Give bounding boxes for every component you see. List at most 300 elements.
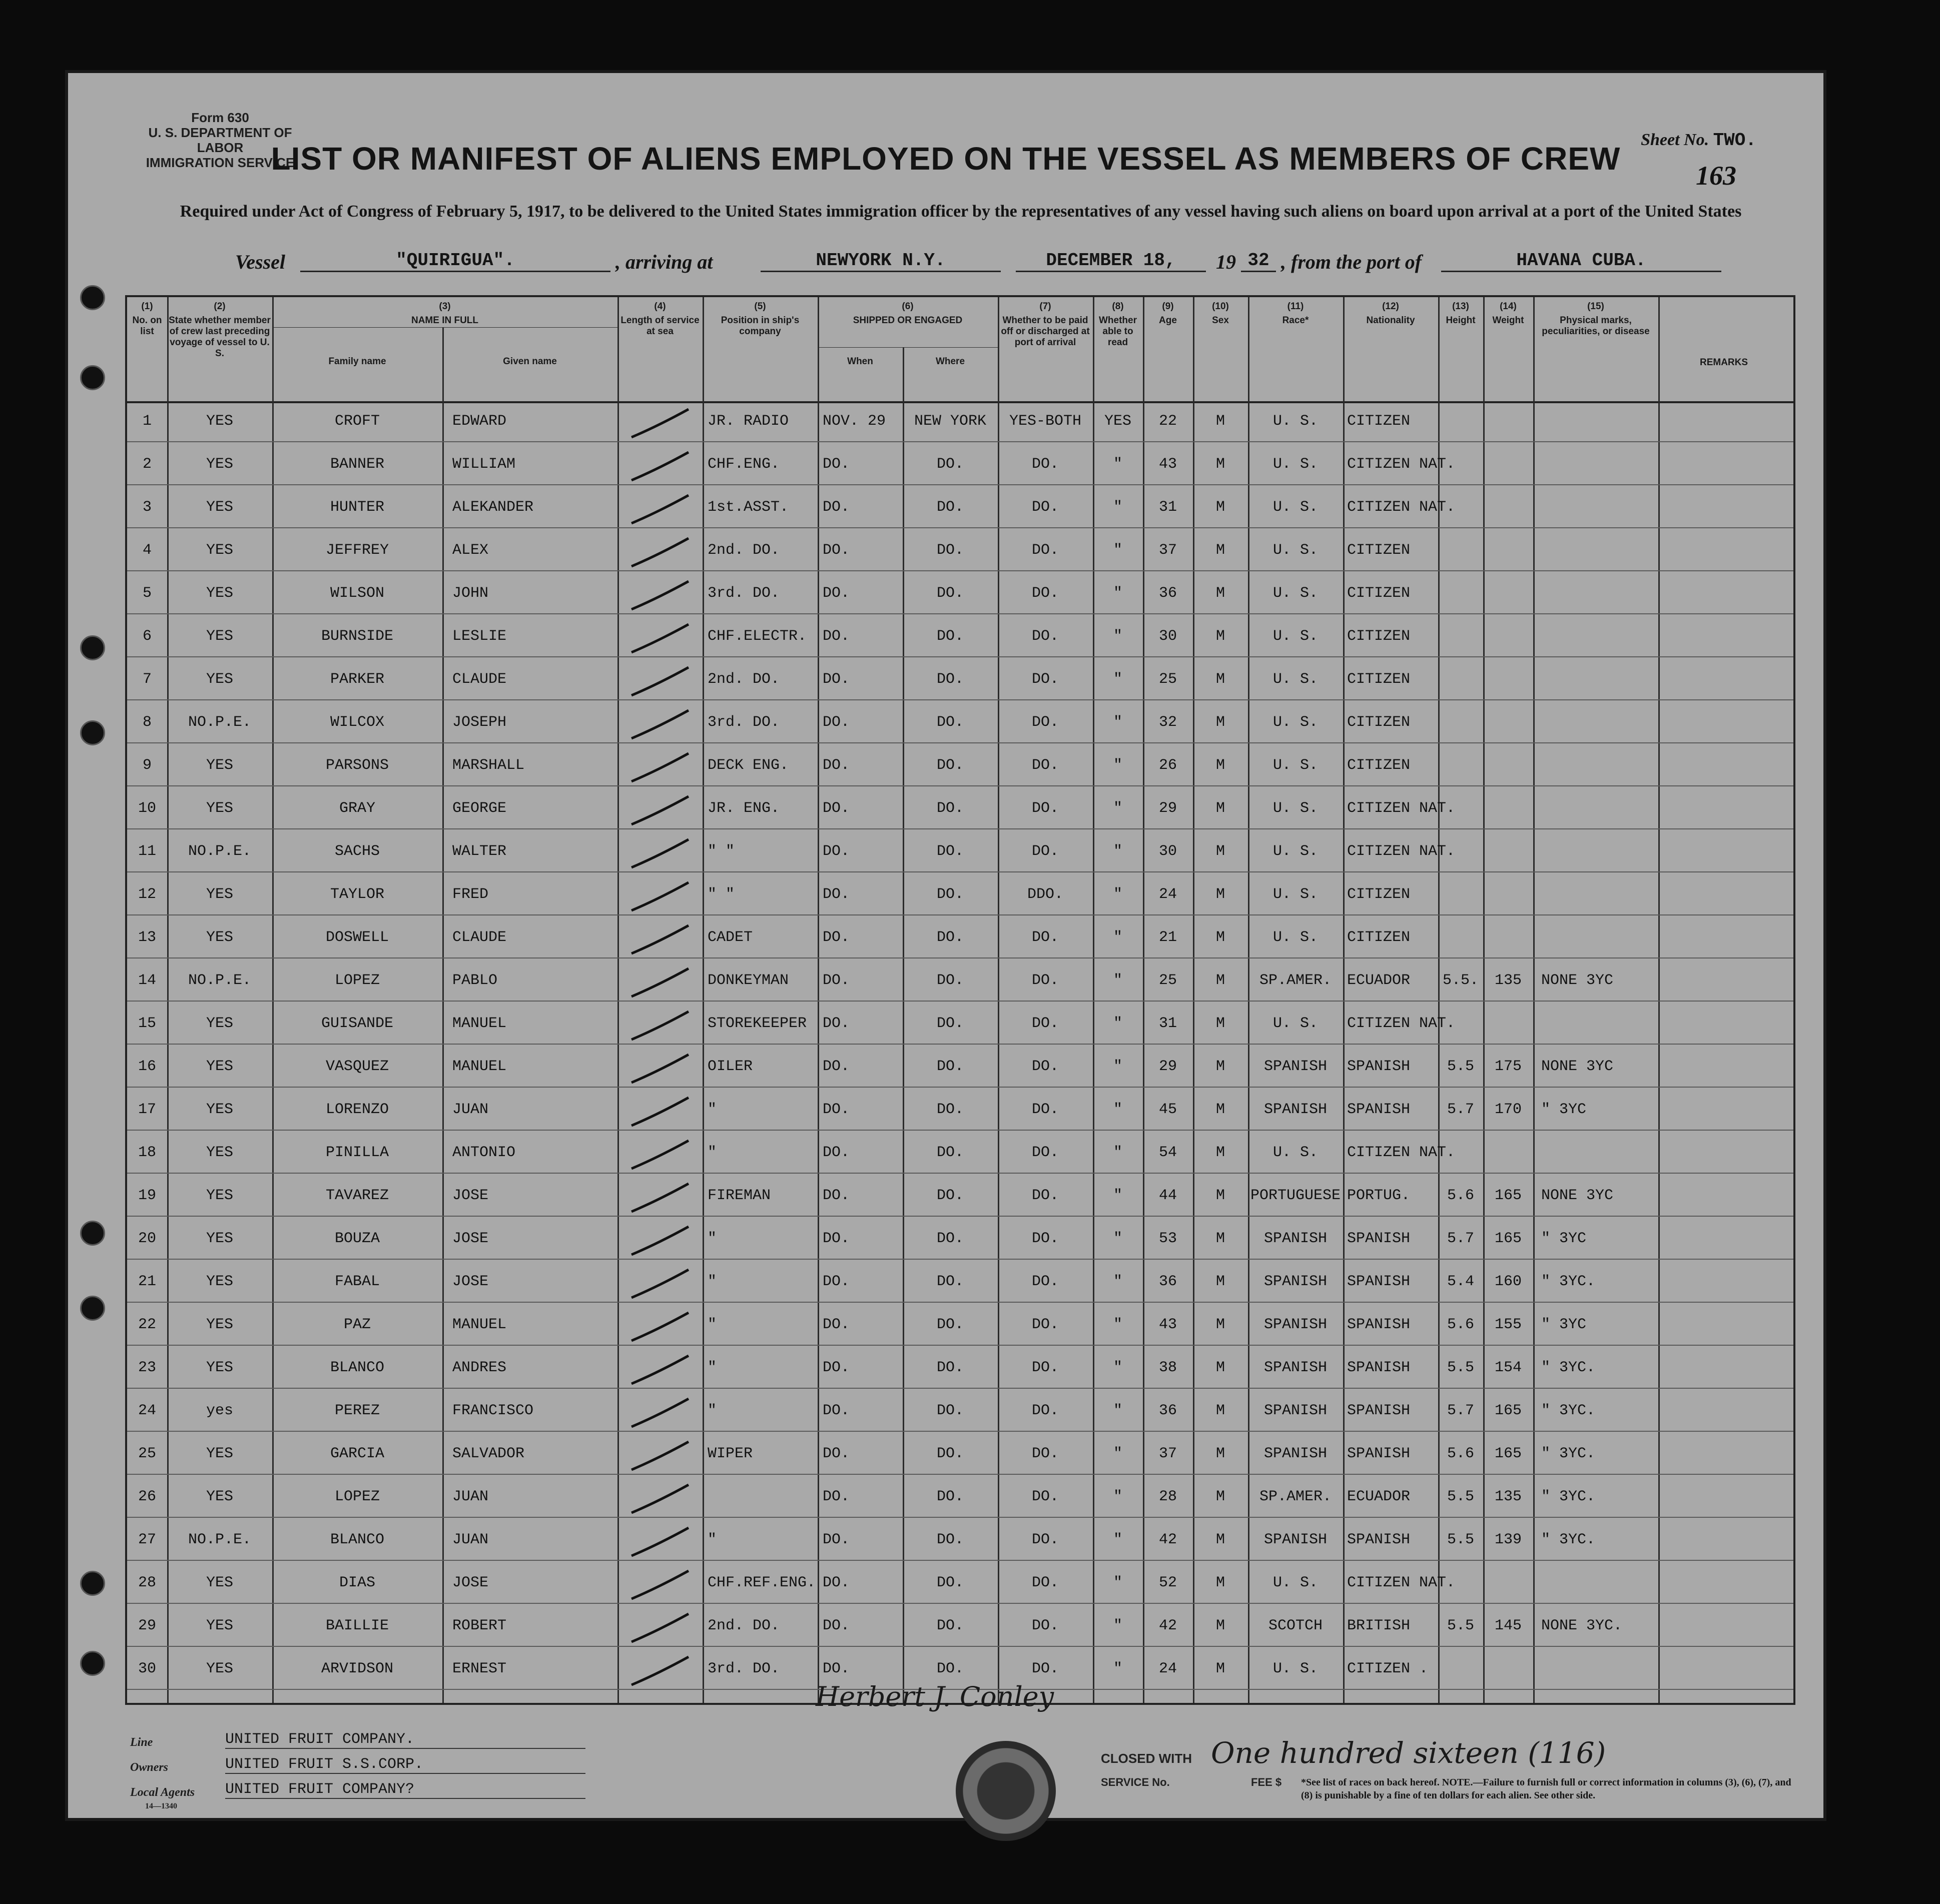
year-prefix: 19	[1216, 251, 1236, 273]
cell-race: U. S.	[1272, 929, 1318, 946]
service-slash-mark	[627, 578, 693, 613]
cell-position: "	[708, 1273, 717, 1290]
cell-marks: " 3YC.	[1541, 1273, 1596, 1290]
cell-no: 15	[138, 1015, 156, 1032]
arrival-year: 32	[1241, 250, 1276, 272]
cell-sex: M	[1215, 1015, 1225, 1032]
cell-marks	[1533, 874, 1658, 914]
cell-state: YES	[206, 1058, 233, 1075]
col-header-race: (11) Race*	[1282, 301, 1309, 326]
cell-height	[1438, 659, 1483, 699]
cell-paid: DO.	[1031, 1273, 1059, 1290]
cell-given: GEORGE	[452, 800, 507, 817]
line-value: UNITED FRUIT COMPANY.	[225, 1731, 585, 1749]
cell-no: 20	[138, 1230, 156, 1247]
cell-position: 2nd. DO.	[708, 1617, 780, 1634]
cell-marks	[1533, 573, 1658, 613]
service-slash-mark	[627, 1009, 693, 1044]
cell-no: 2	[142, 456, 152, 473]
cell-weight: 165	[1494, 1445, 1522, 1462]
binder-hole	[80, 285, 105, 310]
col-header-read: (8) Whether able to read	[1099, 301, 1137, 348]
table-row	[127, 917, 1793, 959]
cell-given: JOSE	[452, 1273, 489, 1290]
cell-read: "	[1113, 585, 1122, 602]
cell-marks	[1533, 788, 1658, 828]
cell-no: 22	[138, 1316, 156, 1333]
table-row	[127, 1176, 1793, 1217]
service-slash-mark	[627, 1267, 693, 1302]
cell-read: "	[1113, 843, 1122, 860]
cell-state: YES	[206, 800, 233, 817]
cell-state: YES	[206, 1144, 233, 1161]
cell-where: DO.	[936, 1015, 964, 1032]
cell-position: CHF.REF.ENG.	[708, 1574, 816, 1591]
cell-no: 7	[142, 671, 152, 688]
cell-read: "	[1113, 1531, 1122, 1548]
cell-family: LORENZO	[325, 1101, 389, 1118]
cell-state: YES	[206, 1617, 233, 1634]
cell-given: ALEKANDER	[452, 499, 534, 516]
cell-nat: ECUADOR	[1347, 972, 1411, 989]
cell-given: PABLO	[452, 972, 498, 989]
cell-read: "	[1113, 1574, 1122, 1591]
col-header-state: (2) State whether member of crew last preceding voyage of vessel to U. S.	[169, 301, 271, 359]
cell-weight	[1483, 874, 1533, 914]
service-slash-mark	[627, 1482, 693, 1517]
cell-given: ANTONIO	[452, 1144, 516, 1161]
cell-when: DO.	[823, 542, 850, 559]
cell-nat: SPANISH	[1347, 1273, 1411, 1290]
binder-hole	[80, 365, 105, 390]
cell-marks	[1533, 530, 1658, 570]
cell-where: DO.	[936, 1402, 964, 1419]
cell-state: YES	[206, 1316, 233, 1333]
cell-where: DO.	[936, 1101, 964, 1118]
cell-race: SPANISH	[1263, 1058, 1328, 1075]
cell-given: CLAUDE	[452, 671, 507, 688]
cell-no: 23	[138, 1359, 156, 1376]
cell-position: FIREMAN	[708, 1187, 771, 1204]
cell-paid: DO.	[1031, 800, 1059, 817]
service-slash-mark	[627, 1396, 693, 1431]
cell-sex: M	[1215, 1488, 1225, 1505]
cell-position: 3rd. DO.	[708, 1660, 780, 1677]
cell-state: YES	[206, 671, 233, 688]
cell-marks	[1533, 616, 1658, 656]
cell-age: 24	[1158, 886, 1177, 903]
cell-height: 5.7	[1447, 1402, 1474, 1419]
table-row	[127, 831, 1793, 872]
cell-no: 13	[138, 929, 156, 946]
cell-read: "	[1113, 800, 1122, 817]
cell-position: JR. RADIO	[708, 413, 789, 430]
cell-sex: M	[1215, 1187, 1225, 1204]
col-header-family-name: Family name	[328, 356, 386, 367]
arrival-date: DECEMBER 18,	[1016, 250, 1206, 272]
cell-nat: CITIZEN NAT.	[1347, 499, 1456, 516]
table-row	[127, 401, 1793, 442]
cell-read: "	[1113, 1402, 1122, 1419]
cell-weight: 165	[1494, 1230, 1522, 1247]
cell-age: 54	[1158, 1144, 1177, 1161]
cell-nat: ECUADOR	[1347, 1488, 1411, 1505]
table-row	[127, 745, 1793, 786]
cell-family: PINILLA	[325, 1144, 389, 1161]
cell-given: EDWARD	[452, 413, 507, 430]
cell-sex: M	[1215, 1316, 1225, 1333]
cell-read: "	[1113, 714, 1122, 731]
cell-read: "	[1113, 671, 1122, 688]
table-row	[127, 1606, 1793, 1647]
cell-where: DO.	[936, 1058, 964, 1075]
cell-position: "	[708, 1316, 717, 1333]
cell-when: DO.	[823, 1058, 850, 1075]
cell-when: DO.	[823, 929, 850, 946]
cell-nat: CITIZEN	[1347, 585, 1411, 602]
col-header-weight: (14) Weight	[1492, 301, 1524, 326]
binder-hole	[80, 720, 105, 745]
cell-nat: PORTUG.	[1347, 1187, 1411, 1204]
cell-given: JOSE	[452, 1187, 489, 1204]
cell-nat: CITIZEN NAT.	[1347, 843, 1456, 860]
manifest-sheet	[65, 70, 1826, 1821]
cell-sex: M	[1215, 1574, 1225, 1591]
line-label: Line	[130, 1736, 153, 1749]
cell-position: 2nd. DO.	[708, 542, 780, 559]
cell-height: 5.5	[1447, 1617, 1474, 1634]
cell-race: U. S.	[1272, 714, 1318, 731]
cell-state: YES	[206, 628, 233, 645]
cell-marks	[1533, 1563, 1658, 1603]
cell-state: YES	[206, 1101, 233, 1118]
cell-age: 42	[1158, 1531, 1177, 1548]
cell-read: "	[1113, 628, 1122, 645]
arriving-at-value: NEWYORK N.Y.	[761, 250, 1001, 272]
cell-where: DO.	[936, 542, 964, 559]
cell-age: 44	[1158, 1187, 1177, 1204]
cell-paid: DO.	[1031, 1488, 1059, 1505]
cell-given: MANUEL	[452, 1316, 507, 1333]
owners-label: Owners	[130, 1761, 169, 1774]
cell-no: 18	[138, 1144, 156, 1161]
cell-given: FRANCISCO	[452, 1402, 534, 1419]
sheet-label: Sheet No.	[1641, 131, 1709, 149]
cell-race: SPANISH	[1263, 1445, 1328, 1462]
cell-height	[1438, 401, 1483, 441]
table-row	[127, 961, 1793, 1002]
cell-given: ROBERT	[452, 1617, 507, 1634]
cell-no: 16	[138, 1058, 156, 1075]
cell-marks	[1533, 917, 1658, 958]
page-subtitle: Required under Act of Congress of February 5, 1917, to be delivered to the United States immigration officer by the representatives of any vessel having such aliens on board upon arrival at a port of the United States	[180, 202, 1742, 221]
cell-no: 11	[138, 843, 156, 860]
cell-when: DO.	[823, 1316, 850, 1333]
cell-nat: SPANISH	[1347, 1101, 1411, 1118]
cell-where: NEW YORK	[914, 413, 987, 430]
col-header-remarks: REMARKS	[1699, 357, 1748, 368]
cell-state: NO.P.E.	[188, 714, 252, 731]
cell-age: 32	[1158, 714, 1177, 731]
cell-weight	[1483, 530, 1533, 570]
cell-read: "	[1113, 886, 1122, 903]
cell-sex: M	[1215, 413, 1225, 430]
cell-nat: SPANISH	[1347, 1230, 1411, 1247]
cell-marks: " 3YC.	[1541, 1445, 1596, 1462]
service-slash-mark	[627, 492, 693, 527]
cell-paid: DO.	[1031, 1316, 1059, 1333]
cell-given: LESLIE	[452, 628, 507, 645]
cell-height: 5.5	[1447, 1058, 1474, 1075]
cell-sex: M	[1215, 714, 1225, 731]
cell-age: 25	[1158, 671, 1177, 688]
cell-height: 5.4	[1447, 1273, 1474, 1290]
cell-given: CLAUDE	[452, 929, 507, 946]
cell-paid: DO.	[1031, 843, 1059, 860]
cell-marks: " 3YC.	[1541, 1359, 1596, 1376]
cell-read: "	[1113, 757, 1122, 774]
cell-weight: 155	[1494, 1316, 1522, 1333]
cell-height	[1438, 745, 1483, 785]
table-row	[127, 487, 1793, 528]
cell-age: 45	[1158, 1101, 1177, 1118]
cell-height	[1438, 702, 1483, 742]
cell-when: DO.	[823, 843, 850, 860]
agents-label: Local Agents	[130, 1786, 195, 1799]
cell-family: CROFT	[334, 413, 380, 430]
cell-no: 8	[142, 714, 152, 731]
cell-read: "	[1113, 1488, 1122, 1505]
cell-height	[1438, 444, 1483, 484]
cell-marks: " 3YC.	[1541, 1402, 1596, 1419]
cell-family: PAZ	[343, 1316, 371, 1333]
cell-read: "	[1113, 1101, 1122, 1118]
service-slash-mark	[627, 966, 693, 1001]
cell-paid: DO.	[1031, 1531, 1059, 1548]
service-slash-mark	[627, 1181, 693, 1216]
cell-state: YES	[206, 1488, 233, 1505]
cell-marks	[1533, 444, 1658, 484]
cell-family: TAYLOR	[330, 886, 385, 903]
binder-hole	[80, 1221, 105, 1246]
cell-nat: CITIZEN NAT.	[1347, 1574, 1456, 1591]
from-port-label: , from the port of	[1281, 251, 1422, 273]
cell-given: JUAN	[452, 1488, 489, 1505]
cell-when: DO.	[823, 1101, 850, 1118]
cell-given: JOHN	[452, 585, 489, 602]
cell-age: 36	[1158, 1273, 1177, 1290]
vessel-line	[235, 250, 1786, 280]
cell-age: 52	[1158, 1574, 1177, 1591]
cell-age: 28	[1158, 1488, 1177, 1505]
cell-nat: SPANISH	[1347, 1445, 1411, 1462]
cell-nat: CITIZEN NAT.	[1347, 800, 1456, 817]
cell-race: SPANISH	[1263, 1531, 1328, 1548]
cell-state: yes	[206, 1402, 233, 1419]
cell-position: CHF.ELECTR.	[708, 628, 807, 645]
cell-paid: DO.	[1031, 929, 1059, 946]
cell-height: 5.5	[1447, 1531, 1474, 1548]
service-slash-mark	[627, 664, 693, 699]
cell-state: YES	[206, 1660, 233, 1677]
vessel-name: "QUIRIGUA".	[300, 250, 610, 272]
cell-position: JR. ENG.	[708, 800, 780, 817]
cell-state: YES	[206, 1574, 233, 1591]
cell-where: DO.	[936, 1316, 964, 1333]
cell-sex: M	[1215, 800, 1225, 817]
cell-family: DIAS	[339, 1574, 375, 1591]
cell-sex: M	[1215, 542, 1225, 559]
col-header-sex: (10) Sex	[1212, 301, 1229, 326]
cell-nat: SPANISH	[1347, 1531, 1411, 1548]
cell-race: U. S.	[1272, 413, 1318, 430]
cell-nat: CITIZEN NAT.	[1347, 1015, 1456, 1032]
form-number: Form 630	[191, 110, 249, 125]
cell-race: U. S.	[1272, 456, 1318, 473]
cell-marks	[1533, 401, 1658, 441]
cell-position: CHF.ENG.	[708, 456, 780, 473]
service-slash-mark	[627, 750, 693, 785]
cell-family: LOPEZ	[334, 1488, 380, 1505]
cell-sex: M	[1215, 499, 1225, 516]
cell-height	[1438, 874, 1483, 914]
cell-age: 43	[1158, 456, 1177, 473]
vessel-label: Vessel	[235, 251, 285, 273]
cell-sex: M	[1215, 1144, 1225, 1161]
cell-position: 3rd. DO.	[708, 714, 780, 731]
cell-read: "	[1113, 1445, 1122, 1462]
col-header-when: When	[847, 356, 873, 367]
cell-height: 5.6	[1447, 1187, 1474, 1204]
shipped-header-divider	[818, 347, 998, 348]
table-row	[127, 1434, 1793, 1475]
service-slash-mark	[627, 1439, 693, 1474]
closed-label: CLOSED WITH	[1101, 1751, 1192, 1766]
binder-hole	[80, 1296, 105, 1321]
cell-sex: M	[1215, 671, 1225, 688]
cell-paid: DO.	[1031, 671, 1059, 688]
cell-read: "	[1113, 972, 1122, 989]
table-row	[127, 1477, 1793, 1518]
from-port-value: HAVANA CUBA.	[1441, 250, 1721, 272]
service-slash-mark	[627, 535, 693, 570]
cell-position: "	[708, 1144, 717, 1161]
cell-marks: NONE 3YC.	[1541, 1617, 1623, 1634]
cell-no: 29	[138, 1617, 156, 1634]
cell-height	[1438, 1563, 1483, 1603]
cell-when: DO.	[823, 972, 850, 989]
cell-given: MARSHALL	[452, 757, 525, 774]
cell-weight: 139	[1494, 1531, 1522, 1548]
table-row	[127, 702, 1793, 743]
cell-age: 24	[1158, 1660, 1177, 1677]
binder-hole	[80, 1571, 105, 1596]
cell-marks: " 3YC.	[1541, 1488, 1596, 1505]
cell-state: YES	[206, 1445, 233, 1462]
col-header-name: (3) NAME IN FULL	[411, 301, 479, 326]
cell-where: DO.	[936, 1488, 964, 1505]
cell-weight: 165	[1494, 1402, 1522, 1419]
service-slash-mark	[627, 1224, 693, 1259]
cell-family: SACHS	[334, 843, 380, 860]
cell-marks: " 3YC.	[1541, 1531, 1596, 1548]
col-header-position: (5) Position in ship's company	[721, 301, 800, 337]
cell-when: DO.	[823, 1273, 850, 1290]
cell-no: 12	[138, 886, 156, 903]
cell-position: DECK ENG.	[708, 757, 789, 774]
cell-sex: M	[1215, 585, 1225, 602]
cell-weight	[1483, 788, 1533, 828]
cell-race: SPANISH	[1263, 1359, 1328, 1376]
cell-paid: DO.	[1031, 1144, 1059, 1161]
cell-age: 31	[1158, 499, 1177, 516]
cell-height	[1438, 487, 1483, 527]
cell-age: 37	[1158, 542, 1177, 559]
cell-where: DO.	[936, 456, 964, 473]
cell-marks: NONE 3YC	[1541, 1187, 1614, 1204]
cell-state: NO.P.E.	[188, 1531, 252, 1548]
table-header	[127, 297, 1793, 403]
cell-race: SPANISH	[1263, 1101, 1328, 1118]
cell-where: DO.	[936, 843, 964, 860]
cell-where: DO.	[936, 1660, 964, 1677]
cell-where: DO.	[936, 714, 964, 731]
cell-paid: DO.	[1031, 1101, 1059, 1118]
cell-where: DO.	[936, 972, 964, 989]
table-row	[127, 1348, 1793, 1389]
cell-weight	[1483, 401, 1533, 441]
col-header-given-name: Given name	[503, 356, 557, 367]
cell-race: U. S.	[1272, 499, 1318, 516]
footer	[125, 1681, 1791, 1816]
cell-family: WILCOX	[330, 714, 385, 731]
cell-when: DO.	[823, 714, 850, 731]
cell-height	[1438, 530, 1483, 570]
service-slash-mark	[627, 449, 693, 484]
cell-race: U. S.	[1272, 542, 1318, 559]
cell-paid: DO.	[1031, 1445, 1059, 1462]
cell-no: 5	[142, 585, 152, 602]
official-stamp	[956, 1741, 1056, 1841]
cell-no: 30	[138, 1660, 156, 1677]
cell-position: "	[708, 1531, 717, 1548]
cell-paid: DO.	[1031, 1187, 1059, 1204]
cell-nat: CITIZEN	[1347, 886, 1411, 903]
cell-when: DO.	[823, 1359, 850, 1376]
cell-nat: CITIZEN	[1347, 714, 1411, 731]
cell-family: VASQUEZ	[325, 1058, 389, 1075]
cell-state: YES	[206, 1273, 233, 1290]
cell-read: "	[1113, 542, 1122, 559]
table-row	[127, 444, 1793, 485]
cell-height: 5.6	[1447, 1316, 1474, 1333]
cell-where: DO.	[936, 1144, 964, 1161]
table-row	[127, 1391, 1793, 1432]
table-row	[127, 874, 1793, 915]
cell-weight	[1483, 616, 1533, 656]
cell-height: 5.5.	[1442, 972, 1479, 989]
cell-read: "	[1113, 1144, 1122, 1161]
cell-sex: M	[1215, 1359, 1225, 1376]
cell-no: 26	[138, 1488, 156, 1505]
crew-table	[125, 295, 1795, 1705]
service-slash-mark	[627, 879, 693, 914]
cell-state: YES	[206, 757, 233, 774]
cell-height	[1438, 831, 1483, 871]
service-slash-mark	[627, 1095, 693, 1130]
cell-race: U. S.	[1272, 1144, 1318, 1161]
cell-height	[1438, 1649, 1483, 1689]
